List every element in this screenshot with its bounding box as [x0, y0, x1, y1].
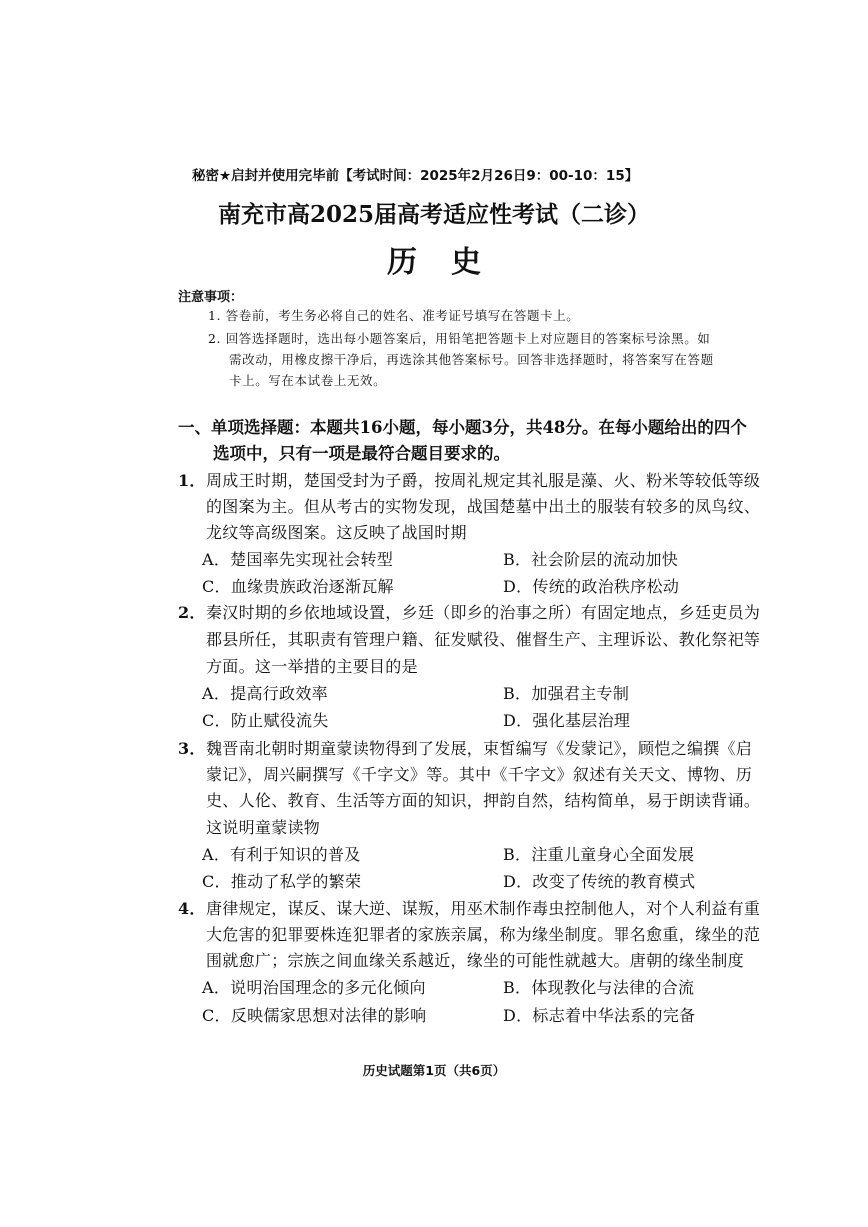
- option-b: B．体现教化与法律的合流: [503, 978, 695, 997]
- question-text-line: 的图案为主。但从考古的实物发现，战国楚墓中出土的服装有较多的凤鸟纹、: [206, 497, 761, 516]
- question-text-line: 这说明童蒙读物: [206, 818, 321, 837]
- question-text-line: 蒙记》，周兴嗣撰写《千字文》等。其中《千字文》叙述有关天文、博物、历: [206, 765, 753, 784]
- question-text-line: 郡县所任，其职责有管理户籍、征发赋役、催督生产、主理诉讼、教化祭祀等: [206, 630, 761, 649]
- option-d: D．传统的政治秩序松动: [503, 577, 680, 596]
- option-a: A．楚国率先实现社会转型: [202, 550, 394, 569]
- question-text-line: 秦汉时期的乡依地域设置，乡廷（即乡的治事之所）有固定地点，乡廷吏员为: [206, 603, 761, 622]
- option-c: C．血缘贵族政治逐渐瓦解: [202, 577, 394, 596]
- option-d: D．改变了传统的教育模式: [503, 872, 696, 891]
- exam-title: 南充市高2025届高考适应性考试（二诊）: [217, 201, 650, 228]
- option-c: C．反映儒家思想对法律的影响: [202, 1006, 427, 1025]
- question-number: 3．: [178, 739, 206, 758]
- subject-title: 历史: [387, 245, 515, 280]
- question-text-line: 唐律规定，谋反、谋大逆、谋叛，用巫术制作毒虫控制他人，对个人利益有重: [206, 899, 761, 918]
- notice-heading: 注意事项：: [178, 290, 244, 305]
- option-a: A．有利于知识的普及: [202, 845, 361, 864]
- notice-item-1: 1. 答卷前，考生务必将自己的姓名、准考证号填写在答题卡上。: [208, 308, 580, 323]
- section-heading: 一、单项选择题：本题共16小题，每小题3分，共48分。在每小题给出的四个: [178, 418, 747, 437]
- confidential-time-line: 秘密★启封并使用完毕前【考试时间：2025年2月26日9：00-10：15】: [192, 168, 639, 184]
- option-d: D．强化基层治理: [503, 711, 631, 730]
- question-text-line: 魏晋南北朝时期童蒙读物得到了发展，束皙编写《发蒙记》，顾恺之编撰《启: [206, 739, 753, 758]
- option-c: C．防止赋役流失: [202, 711, 329, 730]
- notice-item-2-line-2: 需改动，用橡皮擦干净后，再选涂其他答案标号。回答非选择题时，将答案写在答题: [229, 352, 714, 367]
- question-text-line: 史、人伦、教育、生活等方面的知识，押韵自然，结构简单，易于朗读背诵。: [206, 791, 761, 810]
- option-a: A．说明治国理念的多元化倾向: [202, 978, 426, 997]
- option-b: B．加强君主专制: [503, 684, 630, 703]
- page-footer: 历史试题第1页（共6页）: [362, 1063, 506, 1078]
- question-text-line: 大危害的犯罪要株连犯罪者的家族亲属，称为缘坐制度。罪名愈重，缘坐的范: [206, 925, 761, 944]
- option-b: B．注重儿童身心全面发展: [503, 845, 695, 864]
- option-b: B．社会阶层的流动加快: [503, 550, 679, 569]
- section-heading-line-2: 选项中，只有一项是最符合题目要求的。: [213, 444, 510, 463]
- question-text-line: 龙纹等高级图案。这反映了战国时期: [206, 523, 467, 542]
- question-text-line: 周成王时期，楚国受封为子爵，按周礼规定其礼服是藻、火、粉米等较低等级: [206, 471, 761, 490]
- question-number: 4．: [178, 899, 206, 918]
- question-text-line: 围就愈广；宗族之间血缘关系越近，缘坐的可能性就越大。唐朝的缘坐制度: [206, 951, 744, 970]
- option-d: D．标志着中华法系的完备: [503, 1006, 696, 1025]
- question-number: 1．: [178, 471, 206, 490]
- question-number: 2．: [178, 603, 206, 622]
- question-text-line: 方面。这一举措的主要目的是: [206, 657, 418, 676]
- notice-item-2: 2. 回答选择题时，选出每小题答案后，用铅笔把答题卡上对应题目的答案标号涂黑。如: [208, 331, 711, 346]
- option-a: A．提高行政效率: [202, 684, 328, 703]
- option-c: C．推动了私学的繁荣: [202, 872, 362, 891]
- notice-item-2-line-3: 卡上。写在本试卷上无效。: [229, 373, 387, 388]
